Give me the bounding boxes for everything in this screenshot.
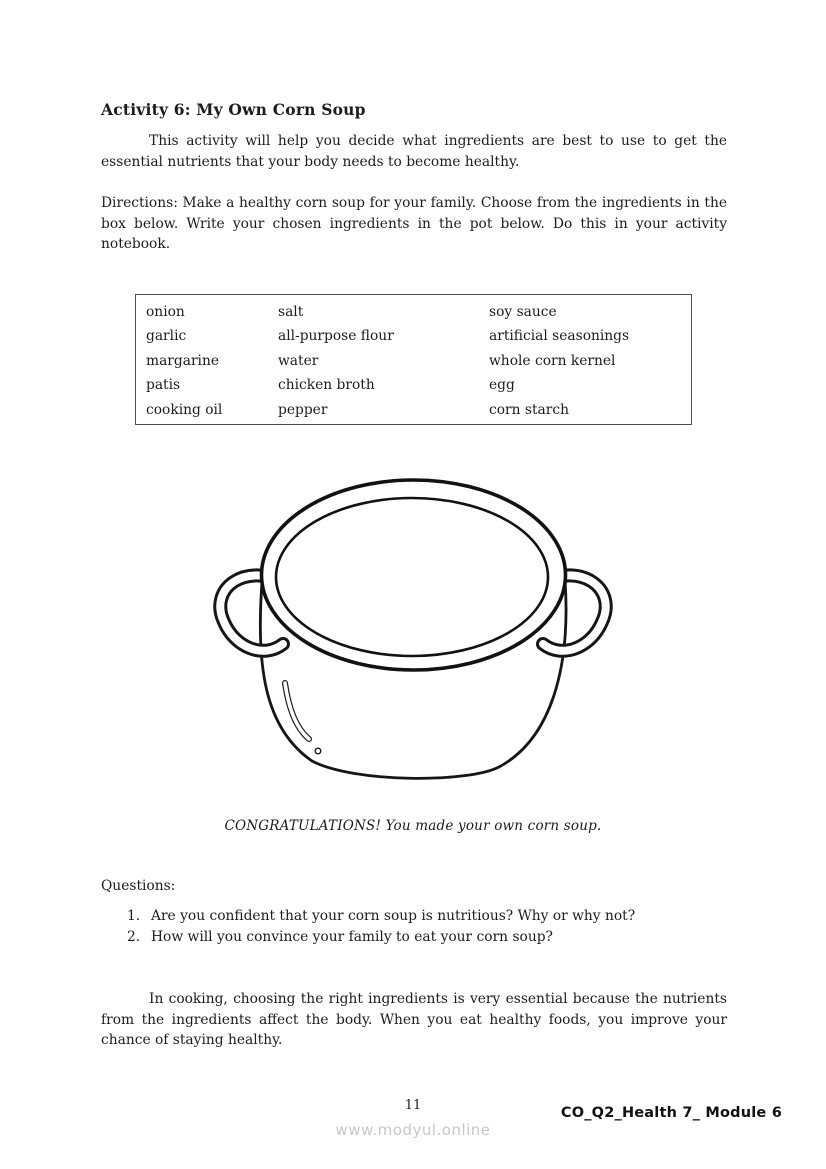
questions-list xyxy=(127,906,707,948)
question-number: 2. xyxy=(127,929,141,946)
module-footer-label: CO_Q2_Health 7_ Module 6 xyxy=(560,1105,782,1121)
activity-title: Activity 6: My Own Corn Soup xyxy=(101,100,366,119)
page-number: 11 xyxy=(404,1098,422,1113)
intro-paragraph: This activity will help you decide what ingredients are best to use to get the essential nutrients that your body needs to become healthy. xyxy=(101,133,727,170)
ingredient-item: garlic xyxy=(146,328,187,345)
cooking-pot-illustration xyxy=(198,470,628,810)
ingredient-item: artificial seasonings xyxy=(489,328,630,345)
question-text: How will you convince your family to eat your corn soup? xyxy=(151,929,553,946)
ingredient-item: egg xyxy=(489,377,515,394)
question-item xyxy=(127,927,707,948)
question-item xyxy=(127,906,707,927)
ingredients-box xyxy=(135,294,692,425)
closing-paragraph: In cooking, choosing the right ingredients is very essential because the nutrients from the ingredients affect the body. When you eat healthy foods, you improve your chance of staying healthy. xyxy=(101,991,727,1049)
ingredient-item: water xyxy=(278,352,319,369)
congratulations-caption: CONGRATULATIONS! You made your own corn soup. xyxy=(224,818,602,834)
watermark-text: www.modyul.online xyxy=(335,1121,491,1139)
ingredient-item: margarine xyxy=(146,352,220,369)
ingredient-item: whole corn kernel xyxy=(489,352,616,369)
questions-label: Questions: xyxy=(101,878,176,894)
ingredient-item: corn starch xyxy=(489,401,569,418)
ingredient-item: all-purpose flour xyxy=(278,328,394,345)
ingredient-item: soy sauce xyxy=(489,304,557,320)
question-number: 1. xyxy=(127,908,141,924)
ingredient-item: salt xyxy=(278,304,304,320)
ingredient-item: onion xyxy=(146,304,185,320)
cooking-pot-icon xyxy=(198,470,628,810)
question-text: Are you confident that your corn soup is nutritious? Why or why not? xyxy=(151,908,636,924)
directions-paragraph: Directions: Make a healthy corn soup for your family. Choose from the ingredients in the box below. Write your chosen ingredients in the pot below. Do this in your activity notebook. xyxy=(101,195,727,253)
ingredient-item: pepper xyxy=(278,401,328,418)
ingredient-item: chicken broth xyxy=(278,377,375,394)
ingredient-item: cooking oil xyxy=(146,401,223,418)
ingredient-item: patis xyxy=(146,377,181,394)
